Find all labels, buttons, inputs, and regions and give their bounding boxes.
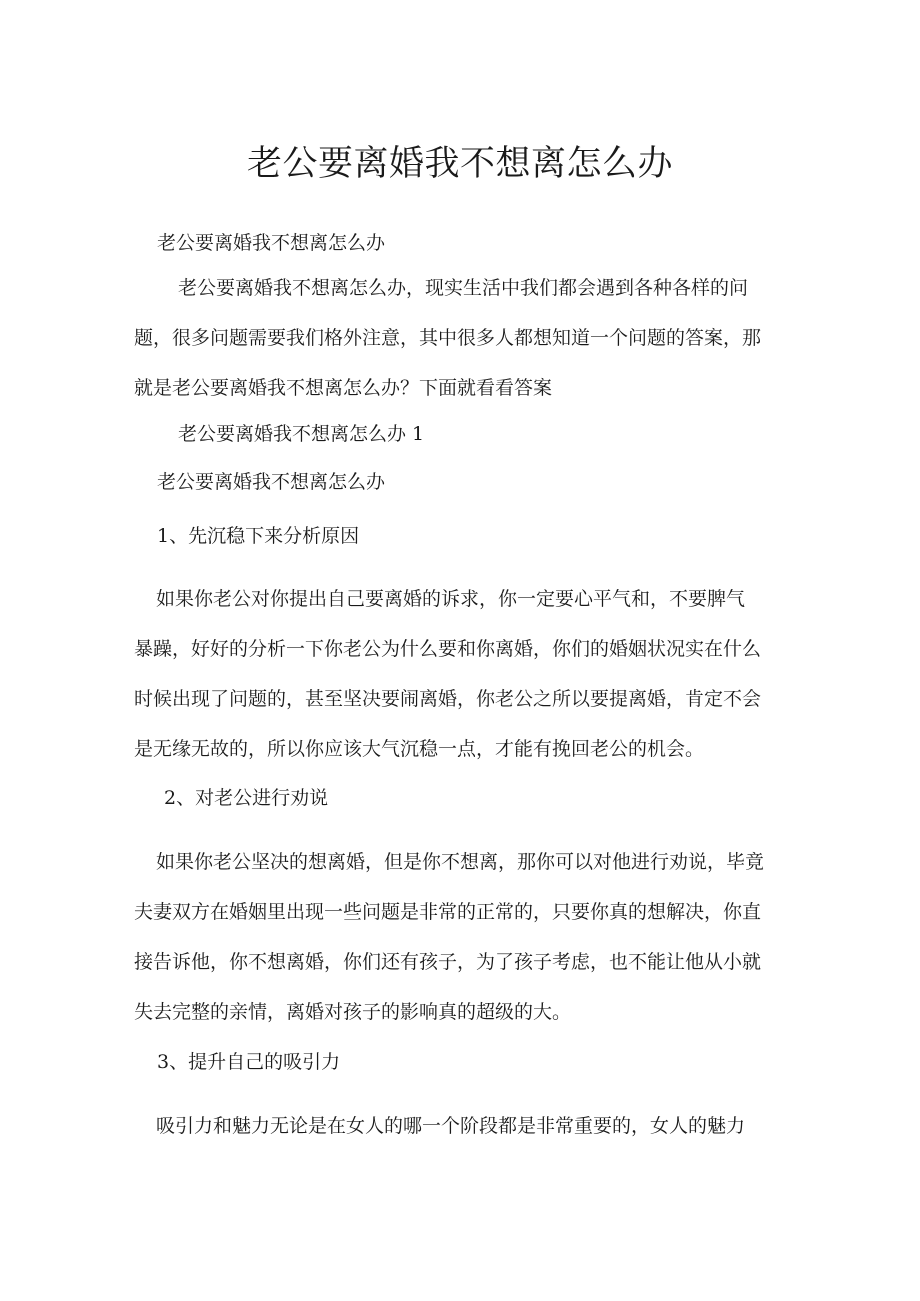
paragraph-line: 题，很多问题需要我们格外注意，其中很多人都想知道一个问题的答案，那: [134, 327, 762, 349]
paragraph-line: 如果你老公对你提出自己要离婚的诉求，你一定要心平气和，不要脾气: [156, 588, 746, 610]
paragraph-line: 夫妻双方在婚姻里出现一些问题是非常的正常的，只要你真的想解决，你直: [134, 901, 762, 923]
paragraph-line: 如果你老公坚决的想离婚，但是你不想离，那你可以对他进行劝说，毕竟: [156, 851, 765, 873]
paragraph-line: 老公要离婚我不想离怎么办，现实生活中我们都会遇到各种各样的问: [178, 277, 749, 299]
item-heading: 1、先沉稳下来分析原因: [157, 525, 360, 547]
item-heading: 2、对老公进行劝说: [164, 787, 329, 809]
section-title: 老公要离婚我不想离怎么办 1: [178, 423, 425, 445]
paragraph-line: 吸引力和魅力无论是在女人的哪一个阶段都是非常重要的，女人的魅力: [156, 1115, 746, 1137]
document-title: 老公要离婚我不想离怎么办: [246, 144, 673, 184]
paragraph-line: 时候出现了问题的，甚至坚决要闹离婚，你老公之所以要提离婚，肯定不会: [134, 688, 762, 710]
item-paragraph: [134, 837, 794, 1037]
document-subtitle: 老公要离婚我不想离怎么办: [157, 232, 386, 254]
paragraph-line: 暴躁，好好的分析一下你老公为什么要和你离婚，你们的婚姻状况实在什么: [134, 638, 762, 660]
paragraph-line: 就是老公要离婚我不想离怎么办？下面就看看答案: [134, 377, 553, 399]
section-subtitle: 老公要离婚我不想离怎么办: [157, 471, 386, 493]
item-heading: 3、提升自己的吸引力: [157, 1051, 341, 1073]
intro-paragraph: [134, 263, 794, 413]
item-paragraph: [134, 574, 794, 774]
paragraph-line: 接告诉他，你不想离婚，你们还有孩子，为了孩子考虑，也不能让他从小就: [134, 951, 762, 973]
item-paragraph: [134, 1101, 794, 1151]
paragraph-line: 失去完整的亲情，离婚对孩子的影响真的超级的大。: [134, 1001, 572, 1023]
paragraph-line: 是无缘无故的，所以你应该大气沉稳一点，才能有挽回老公的机会。: [134, 738, 705, 760]
